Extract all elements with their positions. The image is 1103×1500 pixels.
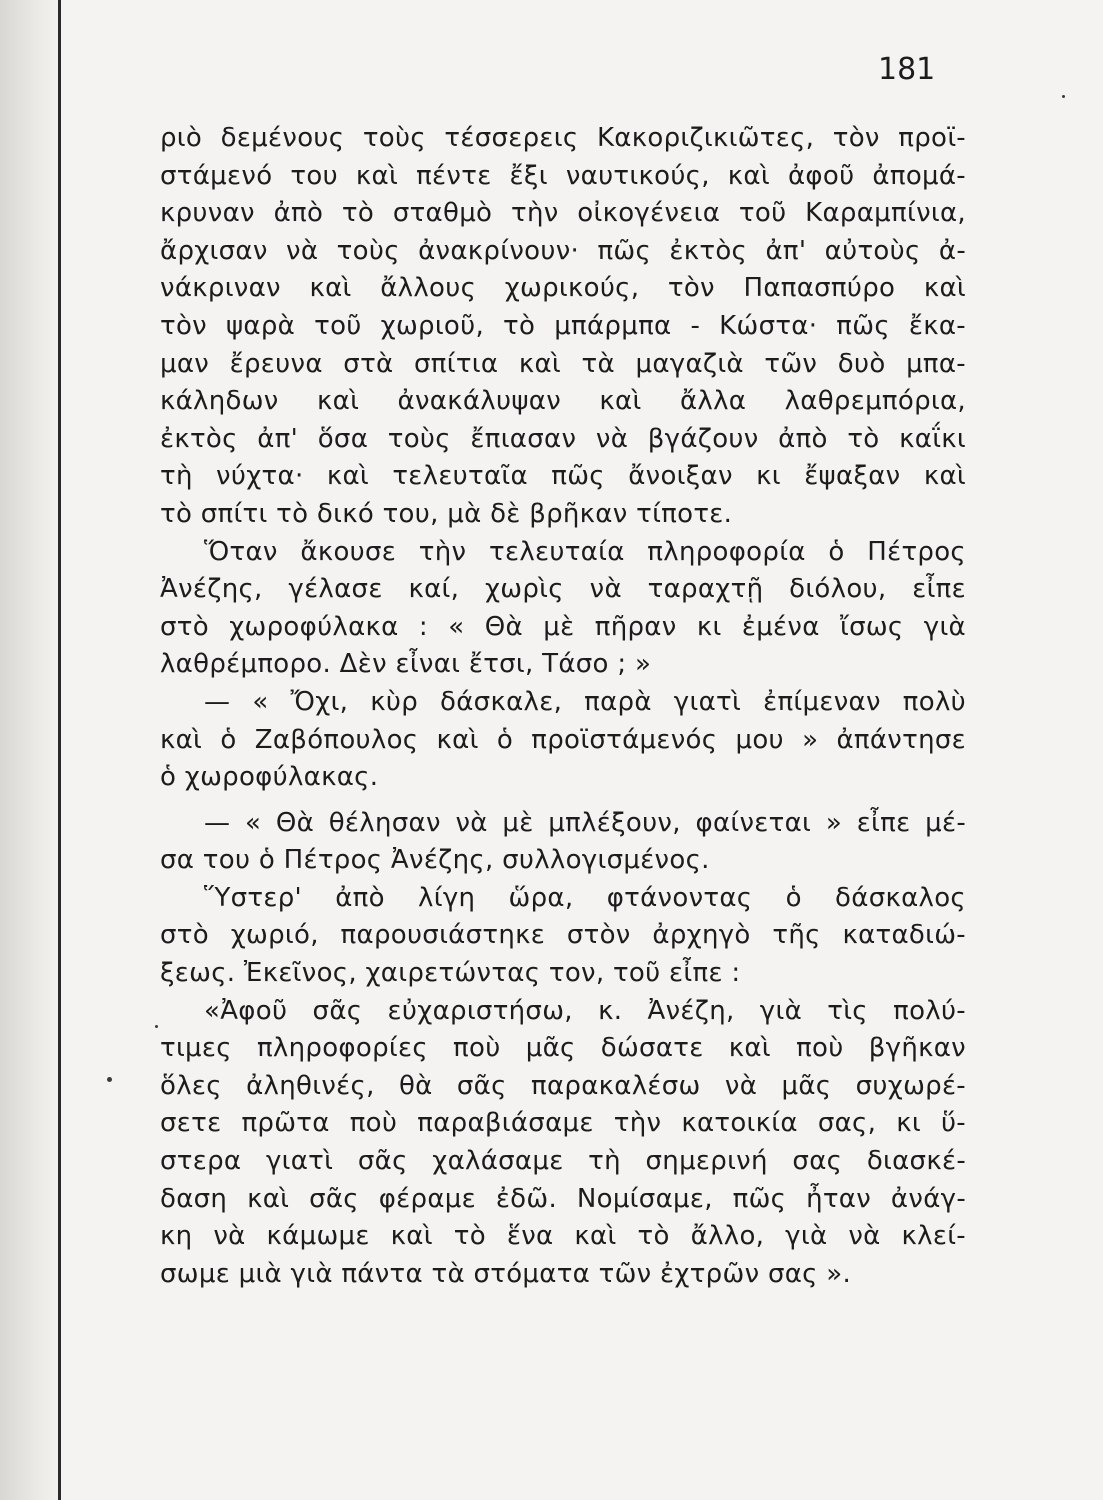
scan-speck (1062, 95, 1065, 98)
text-line: κάληδων καὶ ἀνακάλυψαν καὶ ἄλλα λαθρεμπόρια, (160, 386, 966, 417)
text-line: τιμες πληροφορίες ποὺ μᾶς δώσατε καὶ ποὺ βγῆκαν (160, 1033, 966, 1064)
page-binding-edge (0, 0, 62, 1500)
scan-speck (107, 1077, 112, 1082)
text-line: ριὸ δεμένους τοὺς τέσσερεις Κακοριζικιῶτες, τὸν προϊ- (160, 123, 966, 153)
text-line: στὸ χωροφύλακα : « Θὰ μὲ πῆραν κι ἐμένα ἴσως γιὰ (160, 611, 966, 642)
text-line: — « Ὄχι, κὺρ δάσκαλε, παρὰ γιατὶ ἐπίμεναν πολὺ (204, 686, 966, 717)
text-line: κη νὰ κάμωμε καὶ τὸ ἕνα καὶ τὸ ἄλλο, γιὰ νὰ κλεί- (160, 1221, 966, 1252)
text-line: σετε πρῶτα ποὺ παραβιάσαμε τὴν κατοικία σας, κι ὕ- (160, 1108, 966, 1139)
text-line: — « Θὰ θέλησαν νὰ μὲ μπλέξουν, φαίνεται » εἶπε μέ- (204, 807, 966, 838)
text-line: δαση καὶ σᾶς φέραμε ἐδῶ. Νομίσαμε, πῶς ἦταν ἀνάγ- (160, 1183, 966, 1214)
text-line: τὴ νύχτα· καὶ τελευταῖα πῶς ἄνοιξαν κι ἔψαξαν καὶ (160, 461, 966, 492)
text-line: μαν ἔρευνα στὰ σπίτια καὶ τὰ μαγαζιὰ τῶν δυὸ μπα- (160, 348, 966, 379)
text-line: σα του ὁ Πέτρος Ἀνέζης, συλλογισμένος. (160, 845, 710, 876)
scan-speck (155, 1025, 158, 1028)
text-line: σωμε μιὰ γιὰ πάντα τὰ στόματα τῶν ἐχτρῶν σας ». (160, 1258, 852, 1289)
text-line: κρυναν ἀπὸ τὸ σταθμὸ τὴν οἰκογένεια τοῦ Καραμπίνια, (160, 198, 966, 229)
text-line: καὶ ὁ Ζαβόπουλος καὶ ὁ προϊστάμενός μου » ἀπάντησε (160, 724, 966, 755)
text-line: στάμενό του καὶ πέντε ἔξι ναυτικούς, καὶ ἀφοῦ ἀπομά- (160, 160, 966, 191)
binding-shadow-line (58, 0, 61, 1500)
text-line: τὸ σπίτι τὸ δικό του, μὰ δὲ βρῆκαν τίποτε. (160, 498, 733, 529)
body-text (160, 120, 966, 1293)
text-line: Ὕστερ' ἀπὸ λίγη ὥρα, φτάνοντας ὁ δάσκαλος (204, 882, 966, 913)
text-line: λαθρέμπορο. Δὲν εἶναι ἔτσι, Τάσο ; » (160, 649, 652, 680)
page-number: 181 (878, 52, 936, 87)
text-line: «Ἀφοῦ σᾶς εὐχαριστήσω, κ. Ἀνέζη, γιὰ τὶς πολύ- (204, 995, 966, 1026)
text-line: ἄρχισαν νὰ τοὺς ἀνακρίνουν· πῶς ἐκτὸς ἀπ' αὐτοὺς ἀ- (160, 235, 966, 266)
text-line: Ὅταν ἄκουσε τὴν τελευταία πληροφορία ὁ Πέτρος (204, 536, 966, 567)
text-line: ὅλες ἀληθινές, θὰ σᾶς παρακαλέσω νὰ μᾶς συχωρέ- (160, 1070, 966, 1101)
paragraph-gap (160, 797, 966, 805)
text-line: ἐκτὸς ἀπ' ὅσα τοὺς ἔπιασαν νὰ βγάζουν ἀπὸ τὸ καΐκι (160, 423, 966, 454)
text-line: νάκριναν καὶ ἄλλους χωρικούς, τὸν Παπασπύρο καὶ (160, 273, 966, 304)
text-line: ὁ χωροφύλακας. (160, 762, 379, 793)
text-line: στερα γιατὶ σᾶς χαλάσαμε τὴ σημερινή σας διασκέ- (160, 1146, 966, 1177)
text-line: στὸ χωριό, παρουσιάστηκε στὸν ἀρχηγὸ τῆς καταδιώ- (160, 920, 966, 951)
text-line: τὸν ψαρὰ τοῦ χωριοῦ, τὸ μπάρμπα - Κώστα· πῶς ἔκα- (160, 310, 966, 341)
text-line: ξεως. Ἐκεῖνος, χαιρετώντας τον, τοῦ εἶπε : (160, 958, 741, 989)
text-line: Ἀνέζης, γέλασε καί, χωρὶς νὰ ταραχτῇ διόλου, εἶπε (160, 574, 966, 605)
